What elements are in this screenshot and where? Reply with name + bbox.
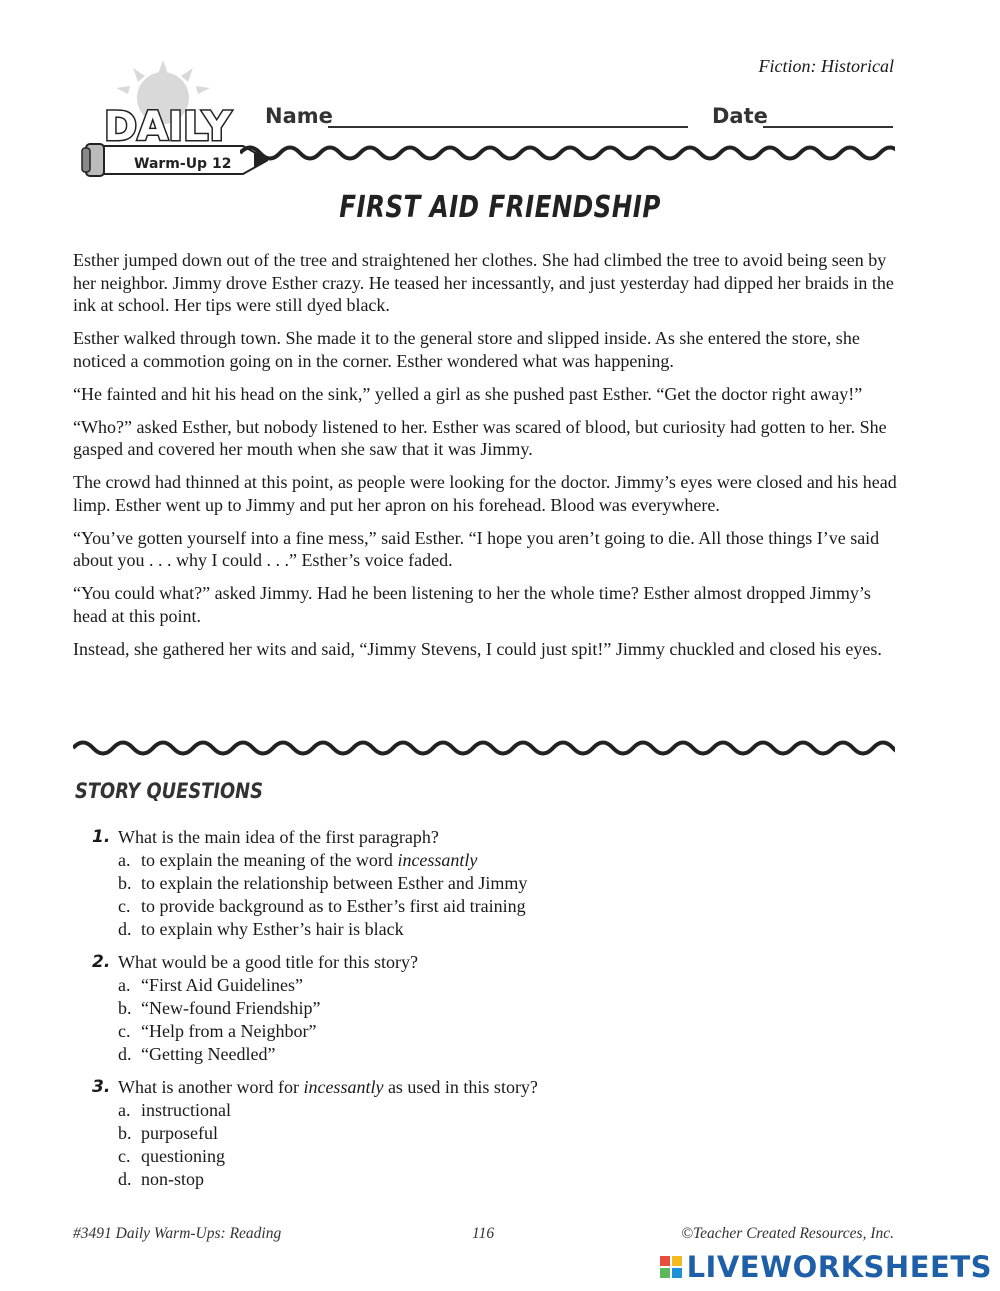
answer-option[interactable]: d. non-stop <box>118 1169 204 1189</box>
question-number: 3. <box>92 1077 111 1097</box>
footer-book-title: #3491 Daily Warm-Ups: Reading <box>73 1225 282 1242</box>
answer-option[interactable]: c. to provide background as to Esther’s first aid training <box>118 896 526 916</box>
date-field[interactable] <box>763 126 893 128</box>
name-field[interactable] <box>328 126 688 128</box>
story-paragraph: “You could what?” asked Jimmy. Had he been listening to her the whole time? Esther almost dropped Jimmy’s head at this point. <box>73 583 871 626</box>
brand-blocks-icon <box>660 1256 682 1278</box>
footer-copyright: ©Teacher Created Resources, Inc. <box>681 1225 894 1242</box>
answer-option[interactable]: b. “New-found Friendship” <box>118 998 321 1018</box>
liveworksheets-logo[interactable] <box>660 1250 992 1284</box>
question-3: 3. What is another word for incessantly as used in this story? a. instructional b. purposeful c. questioning d. non-stop <box>92 1076 892 1191</box>
story-paragraph: “You’ve gotten yourself into a fine mess,” said Esther. “I hope you aren’t going to die. All those things I’ve said about you . . . why I could . . .” Esther’s voice faded. <box>73 527 880 570</box>
answer-option[interactable]: c. “Help from a Neighbor” <box>118 1021 317 1041</box>
question-text: What is the main idea of the first paragraph? <box>118 827 439 847</box>
story-paragraph: Esther walked through town. She made it to the general store and slipped inside. As she entered the store, she noticed a commotion going on in the corner. Esther wondered what was happening. <box>73 328 860 371</box>
genre-label: Fiction: Historical <box>758 56 894 76</box>
logo-word: DAILY <box>104 104 232 150</box>
questions-list <box>92 826 892 1201</box>
name-label: Name <box>265 104 333 128</box>
answer-option[interactable]: d. to explain why Esther’s hair is black <box>118 919 404 939</box>
logo-sub: Warm-Up 12 <box>134 156 232 172</box>
answer-option[interactable]: b. to explain the relationship between Esther and Jimmy <box>118 873 528 893</box>
story-paragraph: Instead, she gathered her wits and said, “Jimmy Stevens, I could just spit!” Jimmy chuckled and closed his eyes. <box>73 638 882 659</box>
question-number: 1. <box>92 827 111 847</box>
date-label: Date <box>712 104 768 128</box>
story-title: FIRST AID FRIENDSHIP <box>339 190 661 225</box>
header-wave-divider <box>240 138 895 168</box>
story-paragraph: The crowd had thinned at this point, as people were looking for the doctor. Jimmy’s eyes were closed and his head limp. Esther went up to Jimmy and put her apron on his forehead. Blood was everywhere. <box>73 472 897 515</box>
question-1 <box>92 826 892 941</box>
footer-page-number: 116 <box>472 1225 495 1242</box>
story-paragraph: Esther jumped down out of the tree and straightened her clothes. She had climbed the tree to avoid being seen by her neighbor. Jimmy drove Esther crazy. He teased her incessantly, and just yesterday had dipped her braids in the ink at school. Her tips were still dyed black. <box>73 250 894 315</box>
answer-option[interactable]: a. “First Aid Guidelines” <box>118 975 303 995</box>
answer-option[interactable]: d. “Getting Needled” <box>118 1044 276 1064</box>
daily-warmup-logo <box>78 60 268 190</box>
question-2 <box>92 951 892 1066</box>
questions-heading: STORY QUESTIONS <box>75 779 263 803</box>
story-paragraph: “He fainted and hit his head on the sink,” yelled a girl as she pushed past Esther. “Get the doctor right away!” <box>73 383 863 404</box>
question-text: What would be a good title for this story? <box>118 952 418 972</box>
answer-option[interactable]: b. purposeful <box>118 1123 218 1143</box>
answer-option[interactable]: a. instructional <box>118 1100 231 1120</box>
story-wave-divider <box>73 733 895 763</box>
answer-option[interactable]: a. to explain the meaning of the word incessantly <box>118 850 478 870</box>
brand-text: LIVEWORKSHEETS <box>686 1250 992 1284</box>
story-paragraph: “Who?” asked Esther, but nobody listened to her. Esther was scared of blood, but curiosity had gotten to her. She gasped and covered her mouth when she saw that it was Jimmy. <box>73 416 887 459</box>
answer-option[interactable]: c. questioning <box>118 1146 225 1166</box>
question-number: 2. <box>92 952 111 972</box>
story-text <box>73 249 898 671</box>
